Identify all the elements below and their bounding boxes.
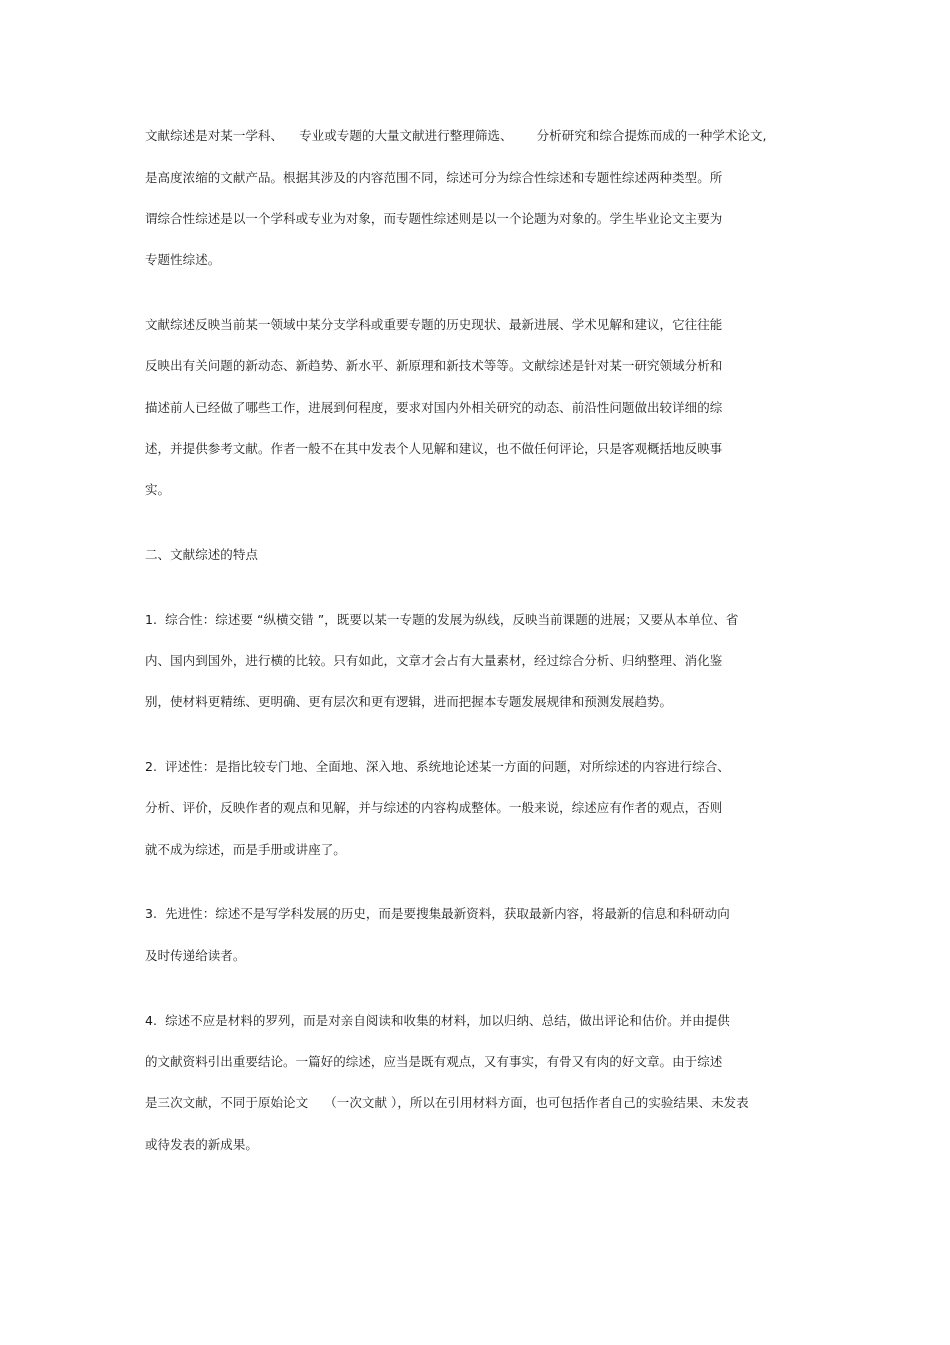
text-line: 的文献资料引出重要结论。一篇好的综述，应当是既有观点，又有事实，有骨又有肉的好文章。由于综述: [145, 1054, 723, 1069]
text-line: 描述前人已经做了哪些工作，进展到何程度，要求对国内外相关研究的动态、前沿性问题做出较详细的综: [145, 400, 723, 415]
text-line: 述，并提供参考文献。作者一般不在其中发表个人见解和建议，也不做任何评论，只是客观概括地反映事: [145, 441, 723, 456]
text-line: 实。: [145, 482, 171, 497]
text-line: 专题性综述。: [145, 252, 221, 267]
text-line: 4. 综述不应是材料的罗列，而是对亲自阅读和收集的材料，加以归纳、总结，做出评论和估价。并由提供: [145, 1013, 730, 1028]
text-line: 是三次文献，不同于原始论文 （一次文献 ），所以在引用材料方面，也可包括作者自己的实验结果、未发表: [145, 1095, 749, 1110]
text-line: 内、国内到国外，进行横的比较。只有如此，文章才会占有大量素材，经过综合分析、归纳整理、消化鉴: [145, 653, 723, 668]
section-heading: 二、文献综述的特点: [145, 547, 258, 562]
text-line: 别，使材料更精练、更明确、更有层次和更有逻辑，进而把握本专题发展规律和预测发展趋势。: [145, 694, 673, 709]
text-line: 是高度浓缩的文献产品。根据其涉及的内容范围不同，综述可分为综合性综述和专题性综述两种类型。所: [145, 170, 723, 185]
text-line: 就不成为综述，而是手册或讲座了。: [145, 842, 346, 857]
text-line: 反映出有关问题的新动态、新趋势、新水平、新原理和新技术等等。文献综述是针对某一研究领域分析和: [145, 358, 723, 373]
text-line: 文献综述是对某一学科、 专业或专题的大量文献进行整理筛选、 分析研究和综合提炼而成的一种学术论文,: [145, 128, 767, 143]
text-line: 及时传递给读者。: [145, 948, 246, 963]
text-line: 分析、评价，反映作者的观点和见解，并与综述的内容构成整体。一般来说，综述应有作者的观点，否则: [145, 800, 723, 815]
text-line: 文献综述反映当前某一领域中某分支学科或重要专题的历史现状、最新进展、学术见解和建议，它往往能: [145, 317, 723, 332]
text-line: 2. 评述性：是指比较专门地、全面地、深入地、系统地论述某一方面的问题，对所综述的内容进行综合、: [145, 759, 730, 774]
text-line: 1. 综合性：综述要 “纵横交错 ”，既要以某一专题的发展为纵线，反映当前课题的进展；又要从本单位、省: [145, 612, 739, 627]
text-line: 谓综合性综述是以一个学科或专业为对象，而专题性综述则是以一个论题为对象的。学生毕业论文主要为: [145, 211, 723, 226]
text-line: 或待发表的新成果。: [145, 1137, 258, 1152]
text-line: 3. 先进性：综述不是写学科发展的历史，而是要搜集最新资料，获取最新内容，将最新的信息和科研动向: [145, 906, 730, 921]
